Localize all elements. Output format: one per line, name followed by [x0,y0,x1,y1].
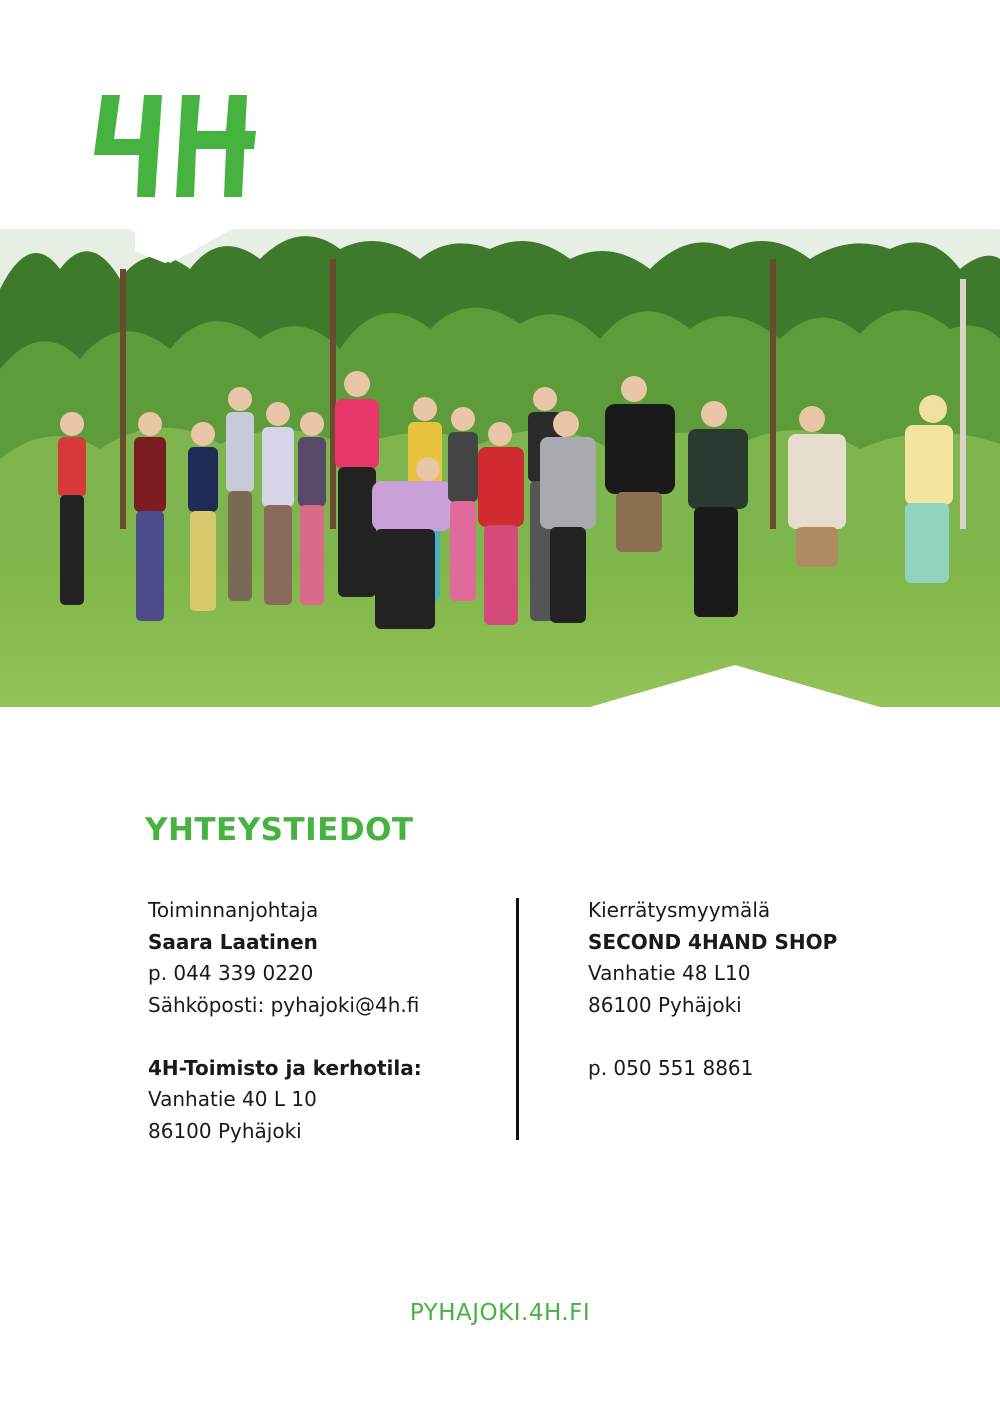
website-link[interactable]: PYHAJOKI.4H.FI [409,1300,591,1326]
shop-phone: p. 050 551 8861 [588,1055,754,1080]
group-photo-illustration [0,229,1000,707]
role-label: Toiminnanjohtaja [148,898,319,922]
phone-text: p. 044 339 0220 [148,961,314,985]
spacer [588,1021,837,1053]
4h-logo [94,95,256,197]
shop-role-label: Kierrätysmyymälä [588,898,771,922]
kid [262,402,294,605]
hero-photo [0,229,1000,707]
kid [335,371,379,597]
logo-mark [94,95,256,197]
kid [188,422,218,611]
shop-city: 86100 Pyhäjoki [588,992,742,1017]
kid [478,422,524,625]
contact-name: Saara Laatinen [148,929,318,954]
kid [448,407,478,601]
office-title: 4H-Toimisto ja kerhotila: [148,1055,422,1080]
column-divider [516,898,519,1140]
kid [134,412,166,621]
shop-street: Vanhatie 48 L10 [588,961,751,985]
contact-right-column [588,895,837,1084]
shop-name: SECOND 4HAND SHOP [588,929,838,954]
contact-heading: YHTEYSTIEDOT [145,812,414,848]
kid [226,387,254,601]
spacer [148,1021,422,1053]
office-street: Vanhatie 40 L 10 [148,1087,317,1111]
email-text: Sähköposti: pyhajoki@4h.fi [148,992,420,1017]
office-city: 86100 Pyhäjoki [148,1118,302,1143]
kid [58,412,86,605]
kid [298,412,326,605]
contact-left-column [148,895,422,1147]
